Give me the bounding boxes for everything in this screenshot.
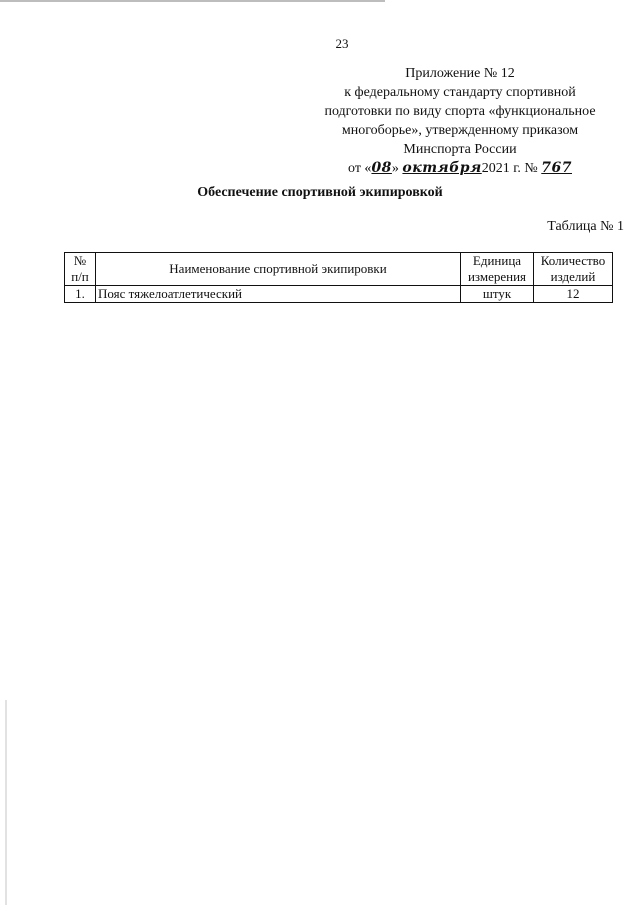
appendix-block [300, 64, 620, 178]
header-unit [461, 253, 534, 286]
date-year: 2021 г. № [481, 161, 538, 176]
row-name: Пояс тяжелоатлетический [96, 286, 461, 303]
document-title: Обеспечение спортивной экипировкой [197, 185, 443, 200]
appendix-line-2: к федеральному стандарту спортивной [344, 85, 576, 100]
appendix-title: Приложение № 12 [405, 66, 515, 81]
handwritten-month: октября [402, 160, 482, 176]
table-row [65, 286, 613, 303]
header-num-line2: п/п [71, 269, 89, 284]
scan-top-line [0, 0, 385, 2]
page-number: 23 [335, 36, 349, 51]
row-num: 1. [65, 286, 96, 303]
scan-left-edge [5, 700, 7, 905]
header-unit-line1: Единица [472, 253, 522, 268]
order-date-line [300, 159, 620, 178]
header-qty [534, 253, 613, 286]
appendix-line-3: подготовки по виду спорта «функциональное [324, 104, 596, 119]
table-header-row [65, 253, 613, 286]
appendix-line-5: Минспорта России [403, 142, 517, 157]
row-qty: 12 [534, 286, 613, 303]
table-label: Таблица № 1 [547, 219, 624, 234]
handwritten-day: 08 [371, 160, 392, 176]
header-num [65, 253, 96, 286]
equipment-table [64, 252, 613, 303]
appendix-line-4: многоборье», утвержденному приказом [341, 123, 579, 138]
header-name: Наименование спортивной экипировки [96, 253, 461, 286]
date-mid: » [391, 161, 399, 176]
header-unit-line2: измерения [467, 269, 527, 284]
header-qty-line2: изделий [550, 269, 596, 284]
header-qty-line1: Количество [540, 253, 606, 268]
handwritten-order-number: 767 [541, 160, 572, 176]
header-num-line1: № [73, 253, 87, 268]
row-unit: штук [461, 286, 534, 303]
date-prefix: от « [348, 161, 372, 176]
